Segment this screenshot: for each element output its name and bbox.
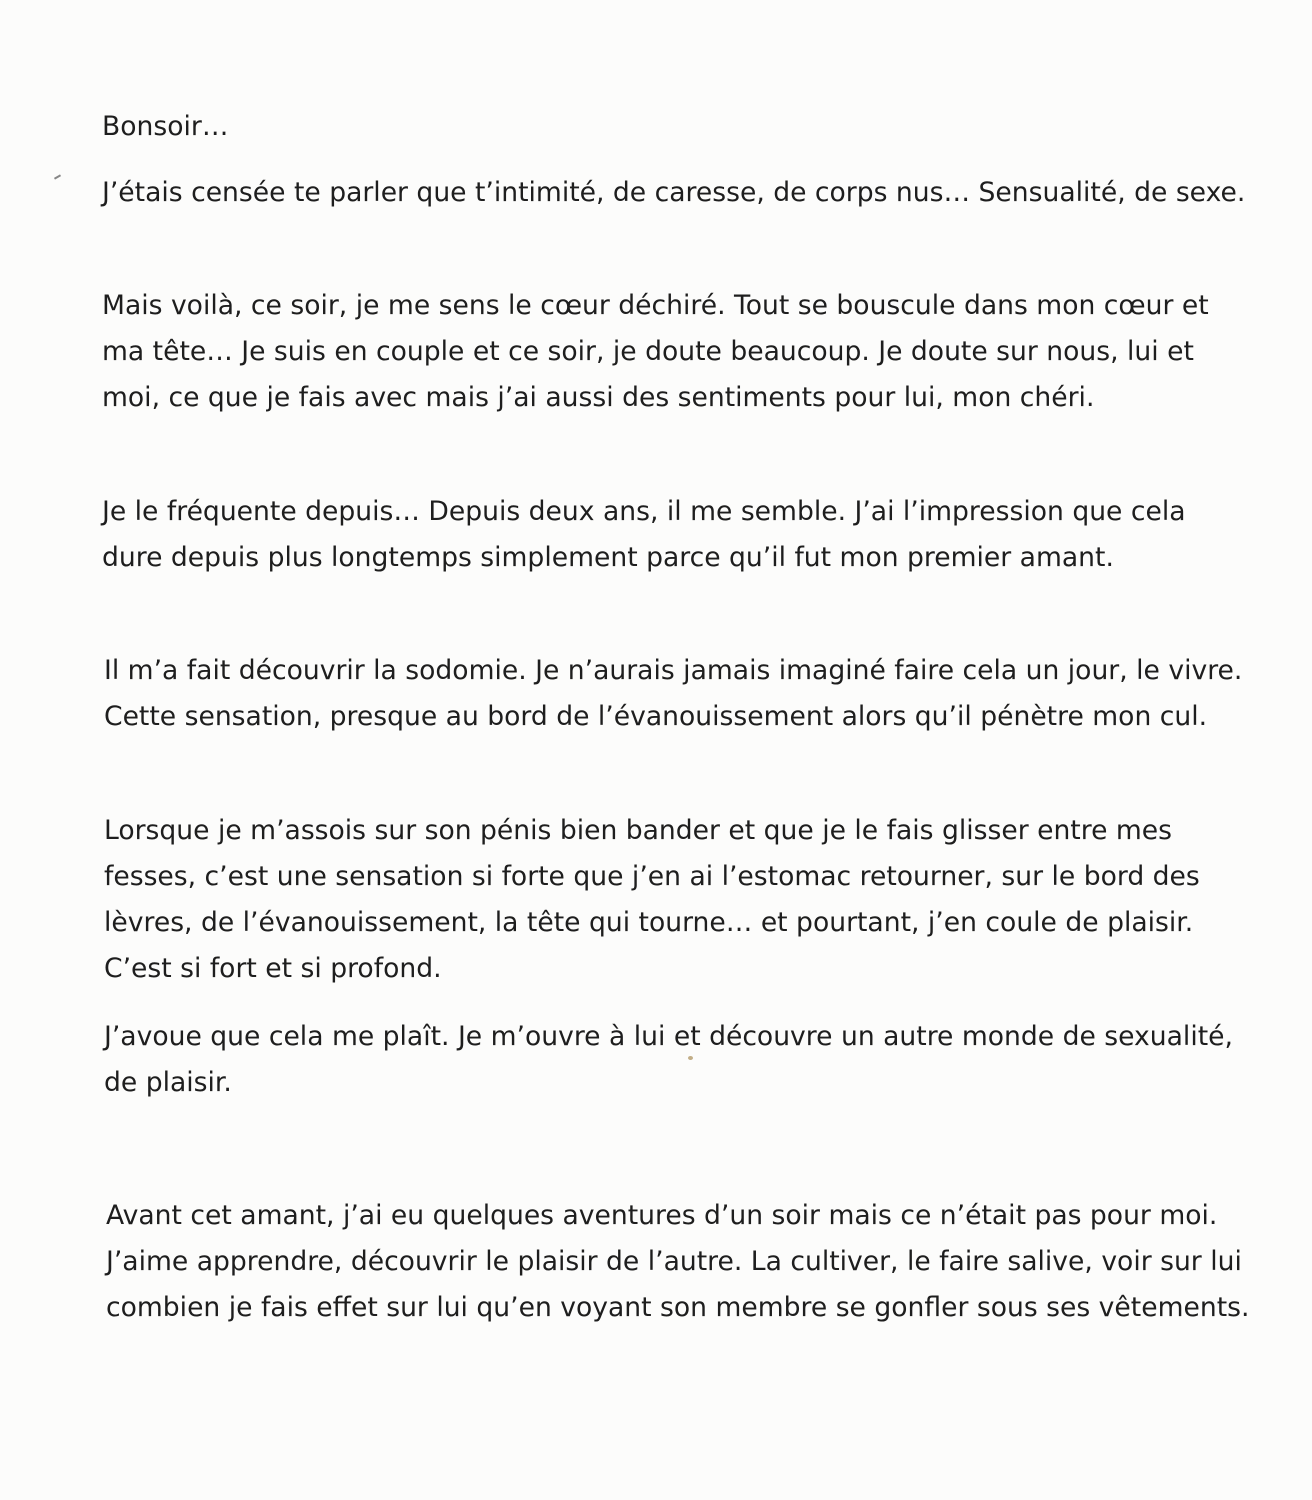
paragraph-intro: J’étais censée te parler que t’intimité, de caresse, de corps nus… Sensualité, de sexe. [102, 177, 1246, 208]
paragraph-lover: Je le fréquente depuis… Depuis deux ans, il me semble. J’ai l’impression que cela dure depuis plus longtemps simplement parce qu’il fut mon premier amant. [102, 496, 1186, 573]
paragraph-before: Avant cet amant, j’ai eu quelques aventures d’un soir mais ce n’était pas pour moi. J’aime apprendre, découvrir le plaisir de l’autre. La cultiver, le faire salive, voir sur lui combien je fais effet sur lui qu’en voyant son membre se gonfler sous ses vêtements. [106, 1200, 1250, 1323]
paragraph-greeting: Bonsoir… [102, 111, 229, 142]
pen-mark [54, 174, 61, 179]
paragraph-discovery: Il m’a fait découvrir la sodomie. Je n’aurais jamais imaginé faire cela un jour, le vivre. Cette sensation, presque au bord de l’évanouissement alors qu’il pénètre mon cul. [104, 655, 1243, 732]
paragraph-sensation: Lorsque je m’assois sur son pénis bien bander et que je le fais glisser entre mes fesses, c’est une sensation si forte que j’en ai l’estomac retourner, sur le bord des lèvres, de l’évanouissement, la tête qui tourne… et pourtant, j’en coule de plaisir. C’est si fort et si profond. [104, 815, 1200, 984]
paragraph-heartbreak: Mais voilà, ce soir, je me sens le cœur déchiré. Tout se bouscule dans mon cœur et ma tête… Je suis en couple et ce soir, je doute beaucoup. Je doute sur nous, lui et moi, ce que je fais avec mais j’ai aussi des sentiments pour lui, mon chéri. [102, 290, 1209, 413]
paragraph-admission: J’avoue que cela me plaît. Je m’ouvre à lui et découvre un autre monde de sexualité, de plaisir. [104, 1021, 1233, 1098]
